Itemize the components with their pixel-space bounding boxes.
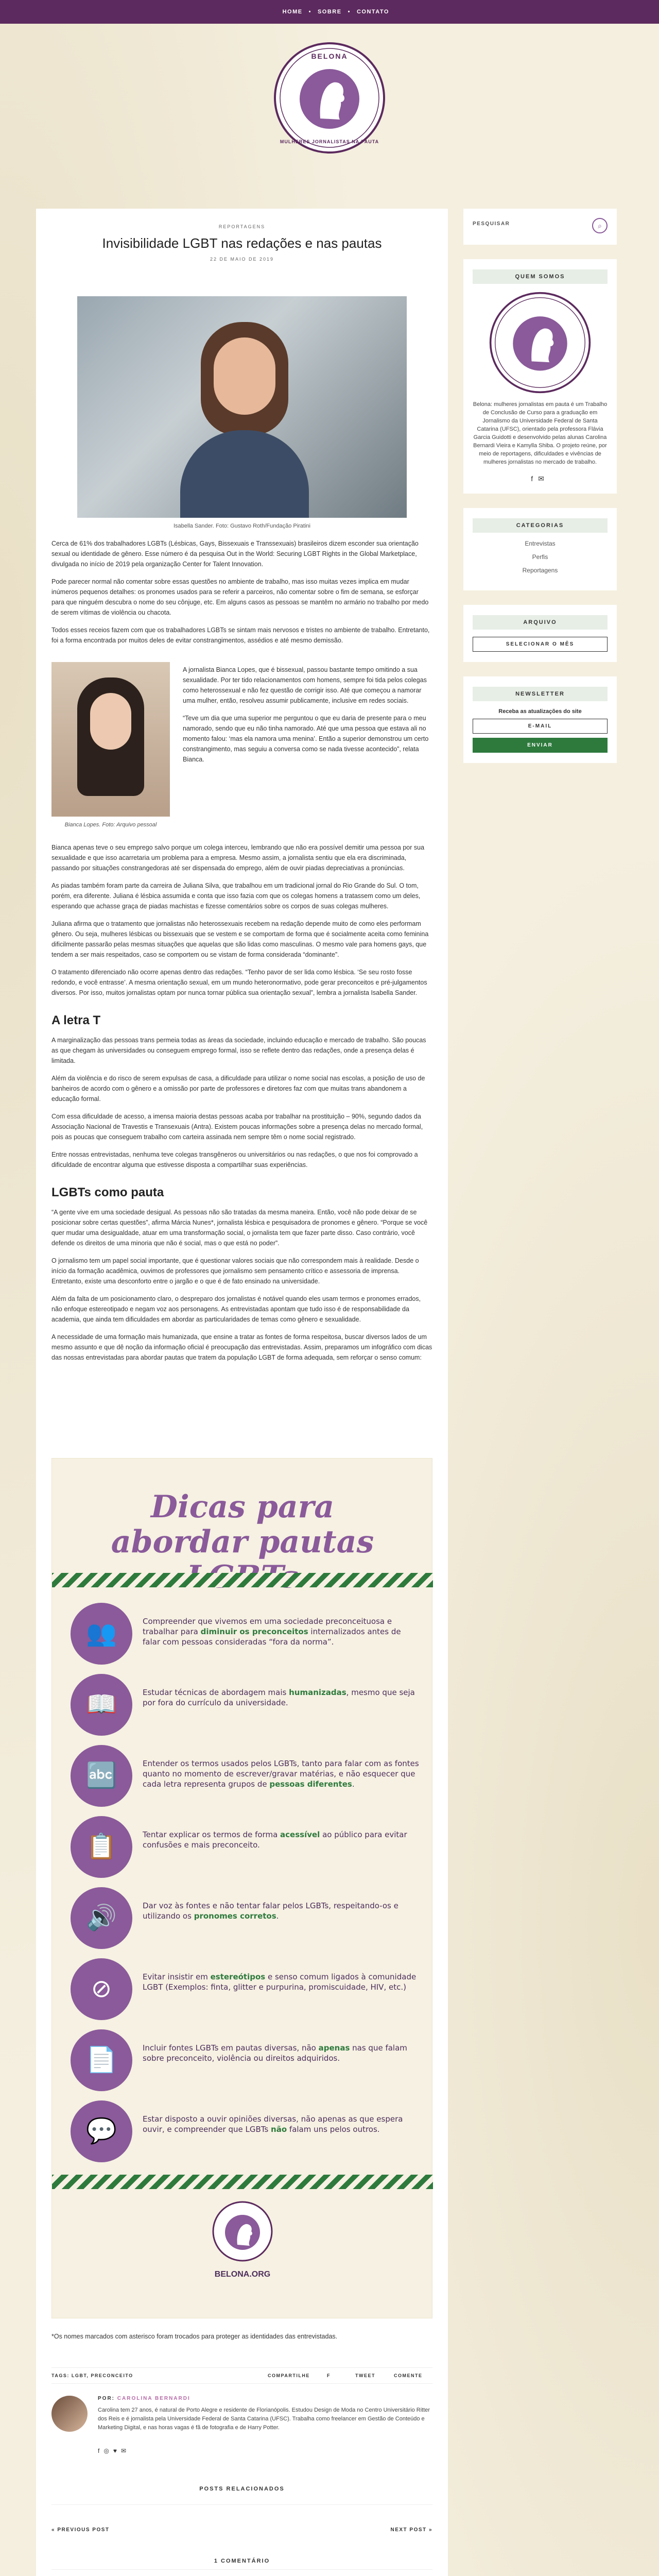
tip-text-pre: Tentar explicar os termos de forma xyxy=(143,1830,281,1839)
face-shape xyxy=(214,337,275,415)
email-icon[interactable]: ✉ xyxy=(120,2447,131,2454)
section-heading: LGBTs como pauta xyxy=(51,1185,164,1199)
post-note: *Os nomes marcados com asterisco foram trocados para proteger as identidades das entrevistadas. xyxy=(51,2333,338,2340)
comments-count: 1 COMENTÁRIO xyxy=(51,2558,432,2570)
tip-highlight: pronomes corretos xyxy=(194,1911,276,1921)
post-header xyxy=(36,224,448,262)
tip-text-pre: Estar disposto a ouvir opiniões diversas, não apenas as que espera ouvir, e compreender que LGBTs xyxy=(143,2114,403,2134)
photo-isabella xyxy=(77,296,407,518)
author-social xyxy=(98,2447,130,2454)
author-label: POR: xyxy=(98,2396,115,2401)
nav-home[interactable]: HOME xyxy=(282,9,303,15)
photo-bianca xyxy=(51,662,170,817)
people-icon: 👥 xyxy=(86,1620,117,1647)
author-box xyxy=(51,2396,432,2463)
prev-post-link[interactable]: « PREVIOUS POST xyxy=(51,2527,110,2533)
twitter-icon[interactable]: ♥ xyxy=(113,2447,121,2454)
archive-title: ARQUIVO xyxy=(473,615,608,630)
paragraph: Pode parecer normal não comentar sobre essas questões no ambiente de trabalho, mas isso muitas vezes implica em mudar inúmeros pequenos detalhes: os pronomes usados para se referir a parceiros, não comentar sobre o fim de semana, se esforçar para que ninguém descubra o nome do seu cônjuge, etc. Em alguns casos as pessoas se mantêm no armário no trabalho por medo de serem vítimas de violência ou chacota. xyxy=(51,578,429,616)
tip-text-post: . xyxy=(352,1780,355,1789)
post-meta-row xyxy=(51,2367,432,2384)
post-title: Invisibilidade LGBT nas redações e nas pautas xyxy=(102,235,382,251)
paragraph: Além da falta de um posicionamento claro, o despreparo dos jornalistas é notável quando eles usam termos e pronomes errados, não enfoque estereotipado e negam voz aos personagens. As entrevistadas apontam que tudo isso é de responsabilidade da academia, que ainda tem dificuldades em abordar as particularidades de temas como gênero e sexualidade. xyxy=(51,1295,421,1323)
archive-select[interactable]: SELECIONAR O MÊS xyxy=(473,637,608,652)
paragraph: “A gente vive em uma sociedade desigual. As pessoas não são tratadas da mesma maneira. Então, você não pode deixar de se posicionar sobre certas questões”, afirma Márcia Nunes*, jornalista lésbica e pesquisadora de pronomes e gênero. “Porque se você quer mudar uma desigualdade, atuar em uma transformação social, o jornalista tem que fazer parte disso. Caso contrário, você defende os direitos de uma minoria que não é social, mas o que está no poder”. xyxy=(51,1209,428,1247)
author-name[interactable]: CAROLINA BERNARDI xyxy=(117,2396,190,2401)
paragraph: Bianca apenas teve o seu emprego salvo porque um colega interceu, lembrando que não era possível demitir uma pessoa por sua sexualidade e que isso acarretaria um problema para a empresa. Mesmo assim, a jornalista sentiu que ela era discriminada, passando por situações constrangedoras até ser dispensada do emprego, além de ouvir piadas depreciativas a pronúncias. xyxy=(51,844,425,872)
post-body-float xyxy=(183,665,432,772)
categories-widget xyxy=(463,508,617,590)
tip-highlight: não xyxy=(271,2125,287,2134)
search-icon[interactable]: ⌕ xyxy=(592,218,608,233)
tip-text-post: . xyxy=(276,1911,279,1921)
newsletter-widget xyxy=(463,676,617,763)
sidebar xyxy=(463,209,617,777)
post-body-1 xyxy=(51,538,432,653)
tip-text xyxy=(143,1758,421,1789)
newsletter-email-input[interactable]: E-MAIL xyxy=(473,719,608,734)
paragraph: O tratamento diferenciado não ocorre apenas dentro das redações. “Tenho pavor de ser lida como lésbica. ‘Se seu rosto fosse redondo, e você entrasse’. A mesma orientação sexual, em um mundo heteronormativo, pode gerar preconceitos e pré-julgamentos diversos. Por isso, muitos jornalistas optam por nunca tornar pública sua orientação sexual”, lembra a jornalista Isabella Sander. xyxy=(51,969,427,996)
about-title: QUEM SOMOS xyxy=(473,269,608,284)
infographic-tip xyxy=(71,1745,421,1807)
category-link[interactable]: Perfis xyxy=(532,553,548,561)
top-bar xyxy=(0,0,659,24)
paragraph: Além da violência e do risco de serem expulsas de casa, a dificuldade para utilizar o nome social nas escolas, a posição de uso de banheiros de acordo com o gênero e a omissão por parte de professores e diretores faz com que muitas trans abandonem a educação formal. xyxy=(51,1075,425,1103)
paragraph: O jornalismo tem um papel social importante, que é questionar valores sociais que não correspondem mais à realidade. Desde o início da formação acadêmica, ouvimos de professores que jornalismo sem pensamento crítico e assessoria de imprensa. Entretanto, existe uma desconforto entre o jargão e o que é de fato ensinado na universidade. xyxy=(51,1257,419,1285)
category-link[interactable]: Reportagens xyxy=(522,567,558,574)
tip-text xyxy=(143,1972,421,1992)
tip-highlight: apenas xyxy=(318,2043,350,2053)
chat-icon: 💬 xyxy=(86,2117,117,2145)
chalkboard-icon: 📋 xyxy=(86,1833,117,1860)
abc-icon: 🔤 xyxy=(86,1762,117,1789)
paragraph: Cerca de 61% dos trabalhadores LGBTs (Lésbicas, Gays, Bissexuais e Transsexuais) brasileiros dizem esconder sua orientação sexual ou identidade de gênero. Esse número é da pesquisa Out in the World: Securing LGBT Rights in the Global Marketplace, divulgada no início de 2019 pela organização Center for Talent Innovation. xyxy=(51,540,419,568)
about-text: Belona: mulheres jornalistas em pauta é um Trabalho de Conclusão de Curso para a graduação em Jornalismo da Universidade Federal de Santa Catarina (UFSC), orientado pela professora Flávia Garcia Guidotti e desenvolvido pelas alunas Carolina Bernardi Vieira e Kamylla Shiba. O projeto reúne, por meio de reportagens, dificuldades e vivências de mulheres jornalistas no mercado de trabalho. xyxy=(473,401,608,465)
infographic-tip xyxy=(71,1603,421,1665)
related-title: POSTS RELACIONADOS xyxy=(51,2486,432,2505)
infographic-logo xyxy=(212,2200,273,2262)
tip-text-pre: Estudar técnicas de abordagem mais xyxy=(143,1688,289,1697)
about-logo xyxy=(489,291,592,394)
post-category[interactable]: REPORTAGENS xyxy=(218,224,266,229)
category-link[interactable]: Entrevistas xyxy=(525,540,556,547)
top-nav: HOME • SOBRE • CONTATO xyxy=(281,9,391,15)
tip-circle xyxy=(71,1745,132,1807)
infographic-title-line2: abordar pautas xyxy=(111,1524,374,1560)
shirt-shape xyxy=(180,430,309,518)
no-icon: ⊘ xyxy=(91,1975,112,2003)
instagram-icon[interactable]: ◎ xyxy=(103,2447,113,2454)
comment-link[interactable]: COMENTE xyxy=(394,2373,423,2378)
tip-text-post: , mesmo que seja por fora do currículo da universidade. xyxy=(143,1688,415,1707)
nav-contato[interactable]: CONTATO xyxy=(356,9,389,15)
tip-text xyxy=(143,2114,421,2134)
newsletter-submit-button[interactable]: ENVIAR xyxy=(473,738,608,753)
paragraph: Com essa dificuldade de acesso, a imensa maioria destas pessoas acaba por trabalhar na prostituição – 90%, segundo dados da Associação Nacional de Travestis e Transexuais (Antra). Existem poucas informações sobre a presença delas no mercado formal, pois as poucas que conseguem trabalho com carteira assinada nem sempre têm o nome social registrado. xyxy=(51,1113,423,1141)
tip-text-pre: Dar voz às fontes e não tentar falar pelos LGBTs, respeitando-os e utilizando os xyxy=(143,1901,398,1921)
tip-text xyxy=(143,1687,421,1708)
tip-text xyxy=(143,2043,421,2063)
stripe-divider-top xyxy=(52,1573,433,1587)
paragraph: As piadas também foram parte da carreira de Juliana Silva, que trabalhou em um tradicional jornal do Rio Grande do Sul. O tom, porém, era diferente. Juliana é lésbica assumida e conta que isso fazia com que os colegas homens a tratassem como um deles, esperando que achasse graça de piadas machistas e fizesse comentários sobre os corpos de suas colegas mulheres. xyxy=(51,882,421,910)
share-facebook[interactable]: F xyxy=(327,2373,331,2378)
tip-text-pre: Entender os termos usados pelos LGBTs, tanto para falar com as fontes quanto no momento de escrever/gravar matérias, e não esquecer que cada letra representa grupos de xyxy=(143,1759,419,1789)
infographic-tip xyxy=(71,2100,421,2162)
tip-circle xyxy=(71,2029,132,2091)
tip-text-post: falam uns pelos outros. xyxy=(287,2125,380,2134)
caption-bianca: Bianca Lopes. Foto: Arquivo pessoal xyxy=(64,822,157,828)
tip-text-post: nas que falam sobre preconceito, violência ou direitos adquiridos. xyxy=(143,2043,407,2063)
post-body-2 xyxy=(51,842,432,1370)
tip-circle xyxy=(71,1958,132,2020)
tip-text xyxy=(143,1616,421,1647)
facebook-icon[interactable]: f xyxy=(531,474,539,483)
section-heading: A letra T xyxy=(51,1013,101,1027)
paragraph: A necessidade de uma formação mais humanizada, que ensine a tratar as fontes de forma respeitosa, buscar diversos lados de um mesmo assunto e que dê noção da informação oficial é preocupação das entrevistadas. Assim, preparamos um infográfico com dicas das nossas entrevistadas para abordar pautas que tratem da população LGBT de forma adequada, sem reforçar o senso comum: xyxy=(51,1333,432,1361)
tip-circle xyxy=(71,2100,132,2162)
tip-highlight: diminuir os preconceitos xyxy=(200,1627,308,1636)
tip-text-post: ao público para evitar confusões e mais preconceito. xyxy=(143,1830,407,1850)
nav-sobre[interactable]: SOBRE xyxy=(317,9,342,15)
paragraph: A marginalização das pessoas trans permeia todas as áreas da sociedade, incluindo educação e mercado de trabalho. São poucas as que chegam às universidades ou conseguem emprego formal, isso se reflete dentro das redações, onde a presença delas é limitada. xyxy=(51,1037,426,1064)
speaker-icon: 🔊 xyxy=(86,1904,117,1931)
next-post-link[interactable]: NEXT POST » xyxy=(390,2527,432,2533)
tip-highlight: acessível xyxy=(280,1830,320,1839)
share-label: COMPARTILHE xyxy=(268,2373,310,2378)
author-line xyxy=(98,2396,190,2401)
share-tweet[interactable]: TWEET xyxy=(355,2373,375,2378)
tip-highlight: estereótipos xyxy=(210,1972,266,1981)
categories-title: CATEGORIAS xyxy=(473,518,608,533)
about-widget xyxy=(463,259,617,494)
post-article xyxy=(36,209,448,2576)
brand-name: BELONA xyxy=(311,52,348,60)
author-avatar xyxy=(51,2396,88,2432)
paragraph: Todos esses receios fazem com que os trabalhadores LGBTs se sintam mais nervosos e tristes no ambiente de trabalho. Entretanto, foi a forma encontrada por muitos deles de evitar constrangimentos, assédios e até mesmo demissão. xyxy=(51,626,430,644)
tip-circle xyxy=(71,1603,132,1665)
infographic-tip xyxy=(71,1674,421,1736)
infographic-tip xyxy=(71,1958,421,2020)
tip-circle xyxy=(71,1887,132,1949)
brand-logo[interactable] xyxy=(273,41,386,155)
infographic-footer: BELONA.ORG xyxy=(214,2270,271,2279)
paragraph: “Teve um dia que uma superior me perguntou o que eu daria de presente para o meu namorado, sendo que eu não tinha namorado. Até que uma pessoa que estava ali no momento falou: ‘mas ela namora uma menina’. Então a superior demonstrou um certo constrangimento, mas seguiu a conversa como se nada tivesse acontecido”, relata Bianca. xyxy=(183,715,429,763)
tip-circle xyxy=(71,1674,132,1736)
paragraph: Entre nossas entrevistadas, nenhuma teve colegas transgêneros ou universitários ou nas redações, o que nos foi comprovado a dificuldade de encontrar alguma que estivesse disposta a compartilhar suas experiências. xyxy=(51,1151,418,1168)
newsletter-text: Receba as atualizações do site xyxy=(498,708,582,715)
paragraph: A jornalista Bianca Lopes, que é bissexual, passou bastante tempo omitindo a sua sexualidade. Por ter tido relacionamentos com homens, sempre foi tida pelos colegas como heterossexual e não fez questão de corrigir isso. Até que começou a namorar uma mulher, então, resolveu assumir publicamente, inclusive em redes sociais. xyxy=(183,666,427,704)
tip-highlight: humanizadas xyxy=(289,1688,346,1697)
infographic-tip xyxy=(71,2029,421,2091)
tip-text xyxy=(143,1901,421,1921)
email-icon[interactable]: ✉ xyxy=(538,474,549,483)
paragraph: Juliana afirma que o tratamento que jornalistas não heterossexuais recebem na redação depende muito de como eles performam gênero. Ou seja, mulheres lésbicas ou bissexuais que se vestem e se comportam de forma que é socialmente aceita como feminina dificilmente passarão pelas mesmas situações que aquelas que são lidas como masculinas. O mesmo vale para homens gays, que tendem a ser mais respeitados, caso se comportem ou se vistam de forma considerada “dominante”. xyxy=(51,920,429,958)
book-icon: 📖 xyxy=(86,1691,117,1718)
facebook-icon[interactable]: f xyxy=(98,2447,104,2454)
tip-text-pre: Evitar insistir em xyxy=(143,1972,211,1981)
post-date: 22 DE MAIO DE 2019 xyxy=(210,257,274,262)
tip-text-post: internalizados antes de falar com pessoas consideradas “fora da norma”. xyxy=(143,1627,401,1647)
post-tags[interactable]: TAGS: LGBT, PRECONCEITO xyxy=(51,2373,133,2378)
infographic-title-line1: Dicas para xyxy=(150,1489,335,1525)
search-widget xyxy=(463,209,617,245)
search-input[interactable]: PESQUISAR xyxy=(473,221,510,227)
archive-widget xyxy=(463,605,617,662)
tip-text-pre: Compreender que vivemos em uma sociedade preconceituosa e trabalhar para xyxy=(143,1617,392,1636)
caption-isabella: Isabella Sander. Foto: Gustavo Roth/Fundação Piratini xyxy=(174,523,310,529)
brand-tagline: MULHERES JORNALISTAS NA PAUTA xyxy=(280,139,379,144)
infographic-tip xyxy=(71,1887,421,1949)
tip-text-post: e senso comum ligados à comunidade LGBT (Exemplos: finta, glitter e purpurina, promiscuidade, HIV, etc.) xyxy=(143,1972,417,1992)
tip-text xyxy=(143,1829,421,1850)
tip-text-pre: Incluir fontes LGBTs em pautas diversas, não xyxy=(143,2043,319,2053)
infographic-tip xyxy=(71,1816,421,1878)
author-bio: Carolina tem 27 anos, é natural de Porto Alegre e residente de Florianópolis. Estudou Design de Moda no Centro Universitário Ritter dos Reis e é jornalista pela Universidade Federal de Santa Catarina (UFSC). Trabalha como freelancer em Gestão de Conteúdo e Marketing Digital, e nas horas vagas é fã de fotografia e de Harry Potter. xyxy=(98,2407,430,2431)
face-shape xyxy=(90,693,131,750)
document-icon: 📄 xyxy=(86,2046,117,2074)
infographic xyxy=(51,1458,432,2318)
tip-highlight: pessoas diferentes xyxy=(269,1780,352,1789)
about-social xyxy=(473,474,608,483)
stripe-divider-bottom xyxy=(52,2175,433,2189)
newsletter-title: NEWSLETTER xyxy=(473,687,608,701)
tip-circle xyxy=(71,1816,132,1878)
